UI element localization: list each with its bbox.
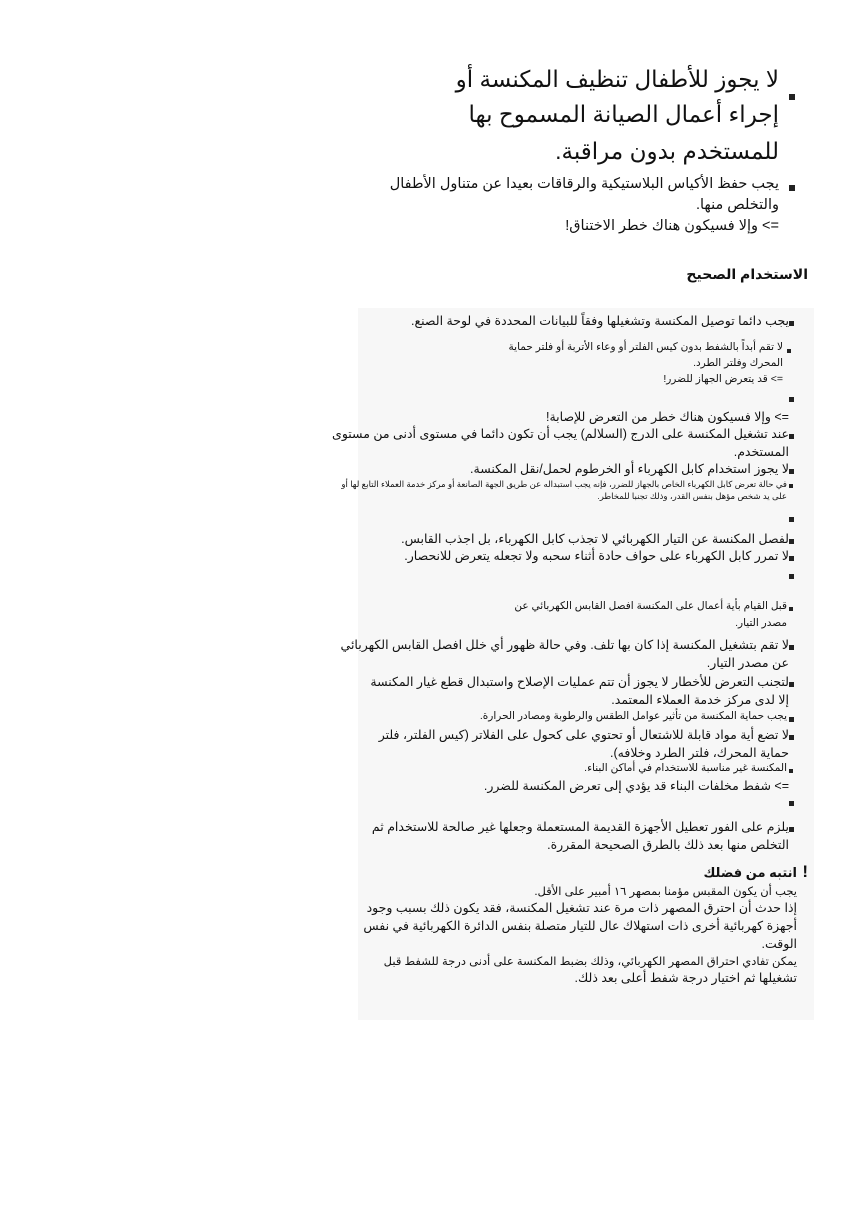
line: إلا لدى مركز خدمة العملاء المعتمد.	[611, 693, 789, 707]
line: على يد شخص مؤهل بنفس القدر، وذلك تجنبا للمخاطر.	[597, 491, 787, 501]
warning-icon: !	[802, 862, 808, 881]
line: لا تقم بتشغيل المكنسة إذا كان بها تلف. وفي حالة ظهور أي خلل افصل القابس الكهربائي	[340, 638, 789, 652]
bullet-icon	[789, 434, 794, 439]
top-item-2-line-1: يجب حفظ الأكياس البلاستيكية والرقاقات بعيدا عن متناول الأطفال	[389, 176, 779, 192]
line: لا تضع أية مواد قابلة للاشتعال أو تحتوي على كحول على الفلاتر (كيس الفلتر، فلتر	[378, 728, 789, 742]
bullet-icon	[787, 349, 791, 353]
bullet-icon	[789, 556, 794, 561]
line: => وإلا فسيكون هناك خطر من التعرض للإصابة!	[546, 410, 789, 424]
bullet-icon	[789, 469, 794, 474]
bullet-icon	[789, 517, 794, 522]
line: عند تشغيل المكنسة على الدرج (السلالم) يجب أن تكون دائما في مستوى أدنى من مستوى	[332, 427, 789, 441]
notice-title: انتبه من فضلك	[703, 865, 797, 880]
line: المستخدم.	[733, 445, 789, 459]
line: في حالة تعرض كابل الكهرباء الخاص بالجهاز للضرر، فإنه يجب استبداله عن طريق الجهة الصانعة أو مركز خدمة العملاء التابع لها أو	[341, 479, 787, 489]
bullet-icon	[789, 682, 794, 687]
line: قبل القيام بأية أعمال على المكنسة افصل القابس الكهربائي عن	[514, 600, 787, 612]
bullet-icon	[789, 735, 794, 740]
bullet-icon	[789, 185, 795, 191]
section-heading: الاستخدام الصحيح	[686, 266, 808, 282]
line: مصدر التيار.	[735, 617, 787, 629]
line: => قد يتعرض الجهاز للضرر!	[663, 373, 783, 385]
top-item-1-line-3: للمستخدم بدون مراقبة.	[555, 138, 779, 164]
line: التخلص منها بعد ذلك بالطرق الصحيحة المقررة.	[547, 838, 789, 852]
line: يلزم على الفور تعطيل الأجهزة القديمة المستعملة وجعلها غير صالحة للاستخدام ثم	[371, 820, 789, 834]
notice-line: الوقت.	[761, 937, 797, 951]
bullet-icon	[789, 574, 794, 579]
bullet-icon	[789, 484, 793, 488]
notice-line: يمكن تفادي احتراق المصهر الكهربائي، وذلك بضبط المكنسة على أدنى درجة للشفط قبل	[383, 956, 797, 968]
line: حماية المحرك، فلتر الطرد وخلافه).	[610, 746, 789, 760]
bullet-icon	[789, 607, 793, 611]
bullet-icon	[789, 645, 794, 650]
line: لتجنب التعرض للأخطار لا يجوز أن تتم عمليات الإصلاح واستبدال قطع غيار المكنسة	[370, 675, 789, 689]
notice-line: أجهزة كهربائية أخرى ذات استهلاك عال للتيار متصلة بنفس الدائرة الكهربائية في نفس	[363, 919, 797, 933]
top-item-2-line-3: => وإلا فسيكون هناك خطر الاختناق!	[565, 218, 779, 234]
line: => شفط مخلفات البناء قد يؤدي إلى تعرض المكنسة للضرر.	[483, 779, 789, 793]
top-item-1-line-1: لا يجوز للأطفال تنظيف المكنسة أو	[455, 66, 779, 92]
line: عن مصدر التيار.	[706, 656, 789, 670]
line: المحرك وفلتر الطرد.	[693, 357, 783, 369]
line: لا تقم أبداً بالشفط بدون كيس الفلتر أو وعاء الأتربة أو فلتر حماية	[508, 341, 783, 353]
line: المكنسة غير مناسبة للاستخدام في أماكن البناء.	[584, 762, 787, 774]
bullet-icon	[789, 397, 794, 402]
notice-line: يجب أن يكون المقبس مؤمنا بمصهر ١٦ أمبير على الأقل.	[534, 886, 797, 898]
bullet-icon	[789, 717, 794, 722]
line: لا تمرر كابل الكهرباء على حواف حادة أثناء سحبه ولا تجعله يتعرض للانحصار.	[404, 549, 789, 563]
bullet-icon	[789, 827, 794, 832]
bullet-icon	[789, 539, 794, 544]
bullet-icon	[789, 321, 794, 326]
top-item-2-line-2: والتخلص منها.	[695, 197, 779, 213]
bullet-icon	[789, 94, 795, 100]
line: لا يجوز استخدام كابل الكهرباء أو الخرطوم لحمل/نقل المكنسة.	[470, 462, 789, 476]
bullet-icon	[789, 801, 794, 806]
notice-line: تشغيلها ثم اختيار درجة شفط أعلى بعد ذلك.	[574, 971, 797, 985]
line: يجب حماية المكنسة من تأثير عوامل الطقس والرطوبة ومصادر الحرارة.	[479, 710, 787, 722]
bullet-icon	[789, 769, 793, 773]
line: لفصل المكنسة عن التيار الكهربائي لا تجذب كابل الكهرباء، بل اجذب القابس.	[401, 532, 789, 546]
top-item-1-line-2: إجراء أعمال الصيانة المسموح بها	[468, 101, 779, 127]
line: يجب دائما توصيل المكنسة وتشغيلها وفقاً للبيانات المحددة في لوحة الصنع.	[411, 314, 789, 328]
notice-line: إذا حدث أن احترق المصهر ذات مرة عند تشغيل المكنسة، فقد يكون ذلك بسبب وجود	[366, 901, 797, 915]
